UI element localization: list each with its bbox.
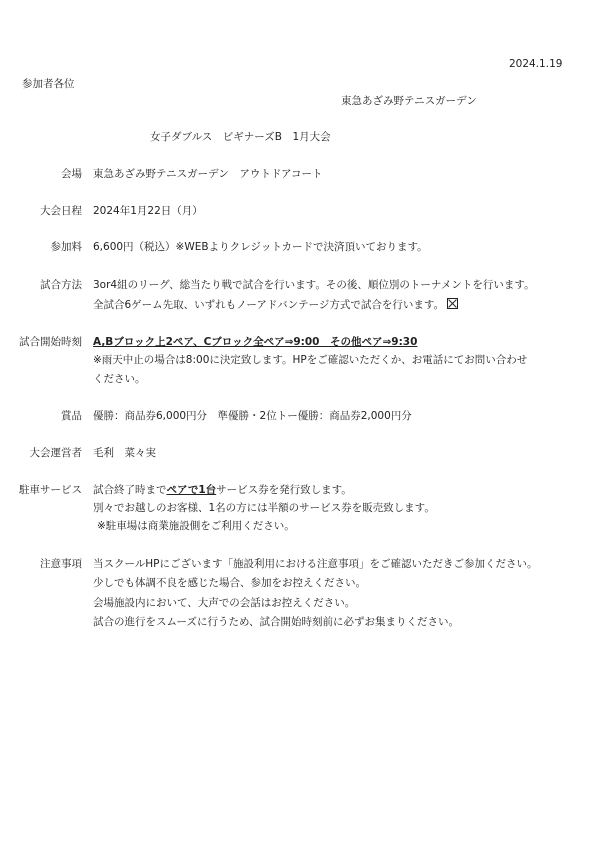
parking-line-2: 別々でお越しのお客様、1名の方には半額のサービス券を販売致します。 (93, 502, 435, 514)
parking-line-1-emphasis: ペアで1台 (166, 484, 217, 496)
manager-label: 大会運営者 (29, 447, 82, 459)
fee-value: 6,600円（税込）※WEBよりクレジットカードで決済頂いております。 (93, 241, 428, 253)
start-time-note-2: ください。 (93, 373, 146, 385)
schedule-label: 大会日程 (40, 205, 82, 217)
notes-line: 当スクールHPにございます「施設利用における注意事項」をご確認いただきご参加ください。 (93, 558, 538, 570)
parking-label: 駐車サービス (19, 484, 82, 496)
venue-label: 会場 (61, 168, 82, 180)
start-time-label: 試合開始時刻 (19, 336, 82, 348)
start-time-headline: A,Bブロック上2ペア、Cブロック全ペア⇒9:00 その他ペア⇒9:30 (93, 336, 418, 348)
checkbox-icon (447, 298, 458, 309)
manager-value: 毛利 菜々実 (93, 447, 156, 459)
parking-line-3: ※駐車場は商業施設側をご利用ください。 (97, 520, 295, 532)
notes-line: 試合の進行をスムーズに行うため、試合開始時刻前に必ずお集まりください。 (93, 616, 460, 628)
venue-value: 東急あざみ野テニスガーデン アウトドアコート (93, 168, 323, 180)
format-line-2: 全試合6ゲーム先取、いずれもノーアドバンテージ方式で試合を行います。 (93, 299, 445, 311)
prize-value: 優勝：商品券6,000円分 準優勝・2位トー優勝：商品券2,000円分 (93, 410, 412, 422)
organizer-name: 東急あざみ野テニスガーデン (341, 95, 477, 107)
format-line-1: 3or4組のリーグ、総当たり戦で試合を行います。その後、順位別のトーナメントを行います。 (93, 279, 535, 291)
fee-label: 参加料 (50, 241, 82, 253)
notes-line: 少しでも体調不良を感じた場合、参加をお控えください。 (93, 577, 366, 589)
schedule-value: 2024年1月22日（月） (93, 205, 203, 217)
notes-label: 注意事項 (40, 558, 82, 570)
format-label: 試合方法 (40, 279, 82, 291)
format-line-2-wrap (93, 298, 458, 313)
parking-line-1-post: サービス券を発行致します。 (216, 484, 352, 496)
parking-line-1-pre: 試合終了時まで (93, 484, 167, 496)
recipient-line: 参加者各位 (22, 78, 75, 90)
start-time-note-1: ※雨天中止の場合は8:00に決定致します。HPをご確認いただくか、お電話にてお問い合わせ (93, 354, 528, 366)
document-date: 2024.1.19 (509, 58, 563, 70)
parking-line-1 (93, 484, 352, 498)
document-title: 女子ダブルス ビギナーズB 1月大会 (150, 131, 331, 143)
notes-line: 会場施設内において、大声での会話はお控えください。 (93, 597, 356, 609)
prize-label: 賞品 (61, 410, 82, 422)
